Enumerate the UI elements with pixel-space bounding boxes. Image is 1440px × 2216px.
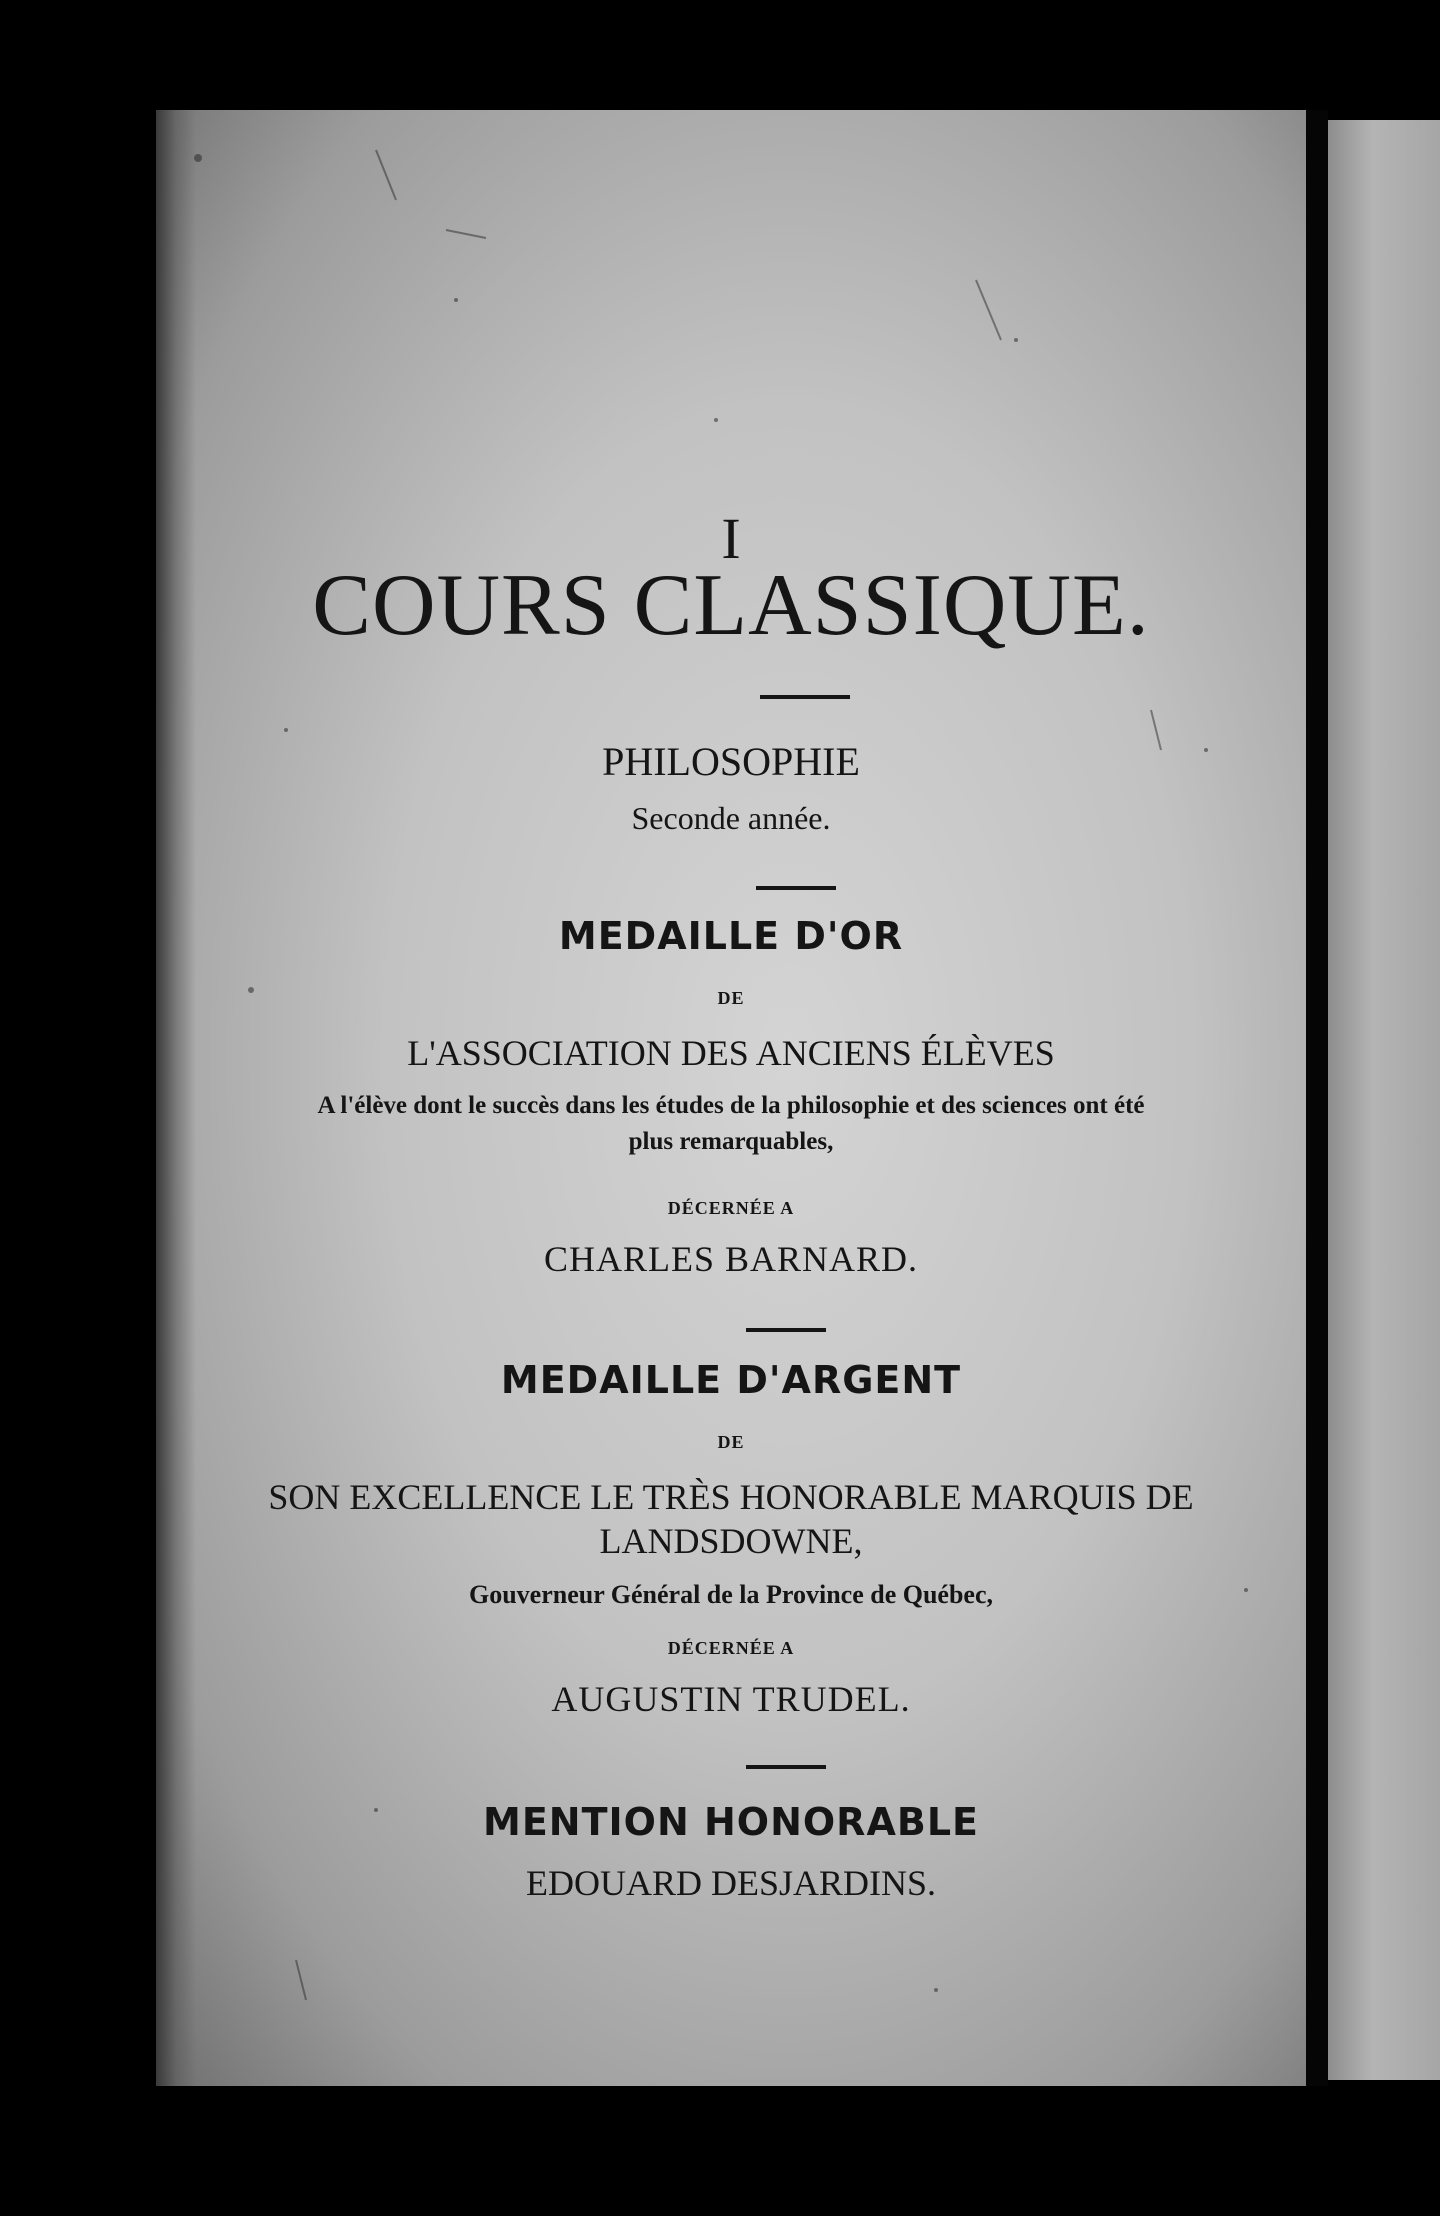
- page-title: COURS CLASSIQUE.: [312, 557, 1150, 654]
- silver-medal-donor: SON EXCELLENCE LE TRÈS HONORABLE MARQUIS DE: [268, 1477, 1194, 1517]
- gold-medal-title: MEDAILLE D'OR: [558, 914, 904, 958]
- divider-rule: [760, 695, 850, 699]
- honorable-mention-title: MENTION HONORABLE: [483, 1800, 979, 1844]
- silver-medal-awarded-label: DÉCERNÉE A: [667, 1638, 795, 1658]
- divider-rule: [746, 1765, 826, 1769]
- honorable-mention-recipient: EDOUARD DESJARDINS.: [525, 1863, 937, 1903]
- adjacent-page-edge: [1328, 120, 1440, 2080]
- page: [156, 110, 1306, 2086]
- silver-medal-title: MEDAILLE D'ARGENT: [500, 1358, 962, 1402]
- divider-rule: [746, 1328, 826, 1332]
- page-gutter: [1306, 110, 1328, 2086]
- silver-medal-donor-continued: LANDSDOWNE,: [599, 1521, 863, 1561]
- silver-medal-donor-title: Gouverneur Général de la Province de Québec,: [468, 1580, 994, 1609]
- gold-medal-recipient: CHARLES BARNARD.: [543, 1239, 919, 1279]
- gold-medal-de: DE: [717, 988, 745, 1008]
- divider-rule: [756, 886, 836, 890]
- silver-medal-de: DE: [717, 1432, 745, 1452]
- section-numeral: I: [721, 506, 741, 571]
- silver-medal-recipient: AUGUSTIN TRUDEL.: [551, 1679, 911, 1719]
- gold-medal-awarded-label: DÉCERNÉE A: [667, 1198, 795, 1218]
- gold-medal-donor: L'ASSOCIATION DES ANCIENS ÉLÈVES: [407, 1033, 1055, 1073]
- section-year: Seconde année.: [631, 800, 831, 836]
- gold-medal-criteria-continued: plus remarquables,: [628, 1128, 834, 1155]
- section-name: PHILOSOPHIE: [602, 739, 860, 784]
- gold-medal-criteria: A l'élève dont le succès dans les études de la philosophie et des sciences ont été: [317, 1092, 1145, 1119]
